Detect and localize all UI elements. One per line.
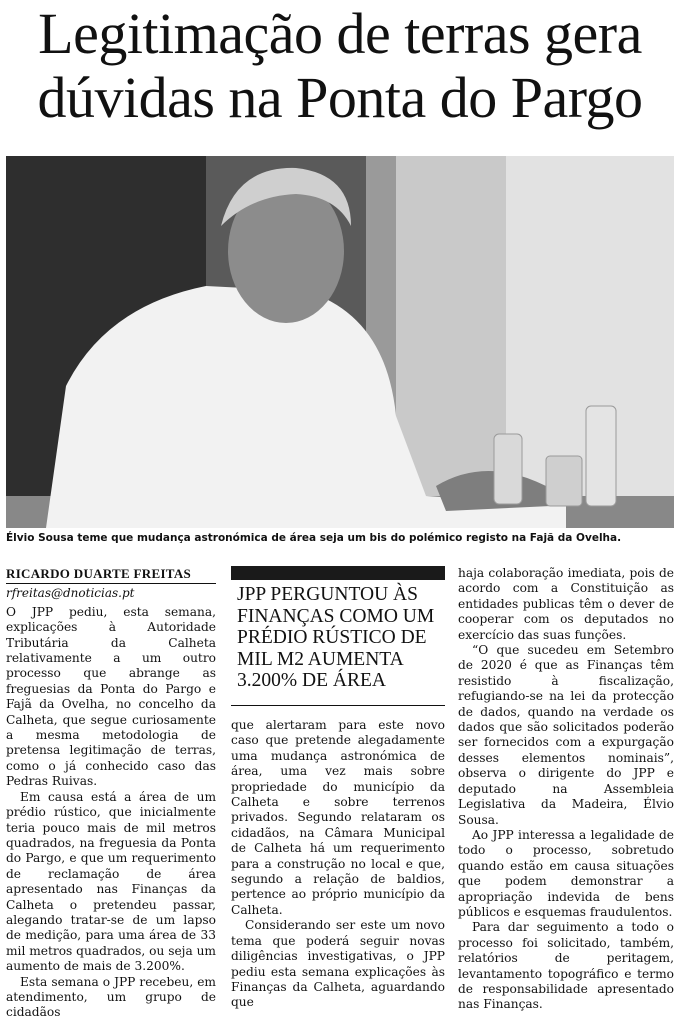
paragraph: Para dar seguimento a todo o processo foi solicitado, também, relatórios de peritagem, levantamento topográfico e termo de responsabilidade apresentado nas Finanças. [458,920,674,1012]
paragraph: que alertaram para este novo caso que pretende alegadamente uma mudança astronómica de área, uma vez mais sobre propriedade do município da Calheta e sobre terrenos privados. Segundo relataram os cidadãos, na Câmara Municipal de Calheta há um requerimento para a construção no local e que, segundo a relação de baldios, pertence ao próprio município da Calheta. [231,718,445,917]
column-3 [458,566,674,1013]
paragraph: Esta semana o JPP recebeu, em atendimento, um grupo de cidadãos [6,974,216,1020]
paragraph: Considerando ser este um novo tema que poderá seguir novas diligências investigativas, o JPP pediu esta semana explicações às Finanças da Calheta, aguardando que [231,918,445,1010]
photo-elvio-sousa [6,156,674,528]
headline: Legitimação de terras gera dúvidas na Ponta do Pargo [37,1,643,130]
author-email[interactable]: rfreitas@dnoticias.pt [6,586,135,601]
paragraph: O JPP pediu, esta semana, explicações à Autoridade Tributária da Calheta relativamente a um outro processo que abrange as freguesias da Ponta do Pargo e Fajã da Ovelha, no concelho da Calheta, que segue curiosamente a mesma metodologia de pretensa legitimação de terras, como o já conhecido caso das Pedras Ruivas. [6,604,216,789]
column-1 [6,566,216,1021]
column-2 [231,718,445,1011]
highlight-bar [231,566,445,580]
paragraph: Ao JPP interessa a legalidade de todo o processo, sobretudo quando estão em causa situações que podem demonstrar a apropriação indevida de bens públicos e esquemas fraudulentos. [458,827,674,919]
highlight-rule [231,705,445,706]
paragraph: haja colaboração imediata, pois de acordo com a Constituição as entidades publicas têm o dever de cooperar com os deputados no exercício das suas funções. [458,566,674,642]
paragraph: “O que sucedeu em Setembro de 2020 é que as Finanças têm resistido à fiscalização, refugiando-se na lei da protecção de dados, quando na verdade os dados que são solicitados poderão ser fornecidos com a expurgação desses elementos nominais”, observa o dirigente do JPP e deputado na Assembleia Legislativa da Madeira, Élvio Sousa. [458,643,674,827]
highlight-text: JPP PERGUNTOU ÀS FINANÇAS COMO UM PRÉDIO RÚSTICO DE MIL M2 AUMENTA 3.200% DE ÁREA [237,584,435,691]
byline: RICARDO DUARTE FREITAS [6,566,216,584]
photo-caption: Élvio Sousa teme que mudança astronómica de área seja um bis do polémico registo na Fajã da Ovelha. [6,532,622,544]
highlight-box [231,566,445,706]
photo-illustration [6,156,674,528]
paragraph: Em causa está a área de um prédio rústico, que inicialmente teria pouco mais de mil metros quadrados, na freguesia da Ponta do Pargo, e que um requerimento de reclamação de área apresentado nas Finanças da Calheta o pretendeu passar, alegando tratar-se de um lapso de medição, para uma área de 33 mil metros quadrados, ou seja um aumento de mais de 3.200%. [6,789,216,974]
